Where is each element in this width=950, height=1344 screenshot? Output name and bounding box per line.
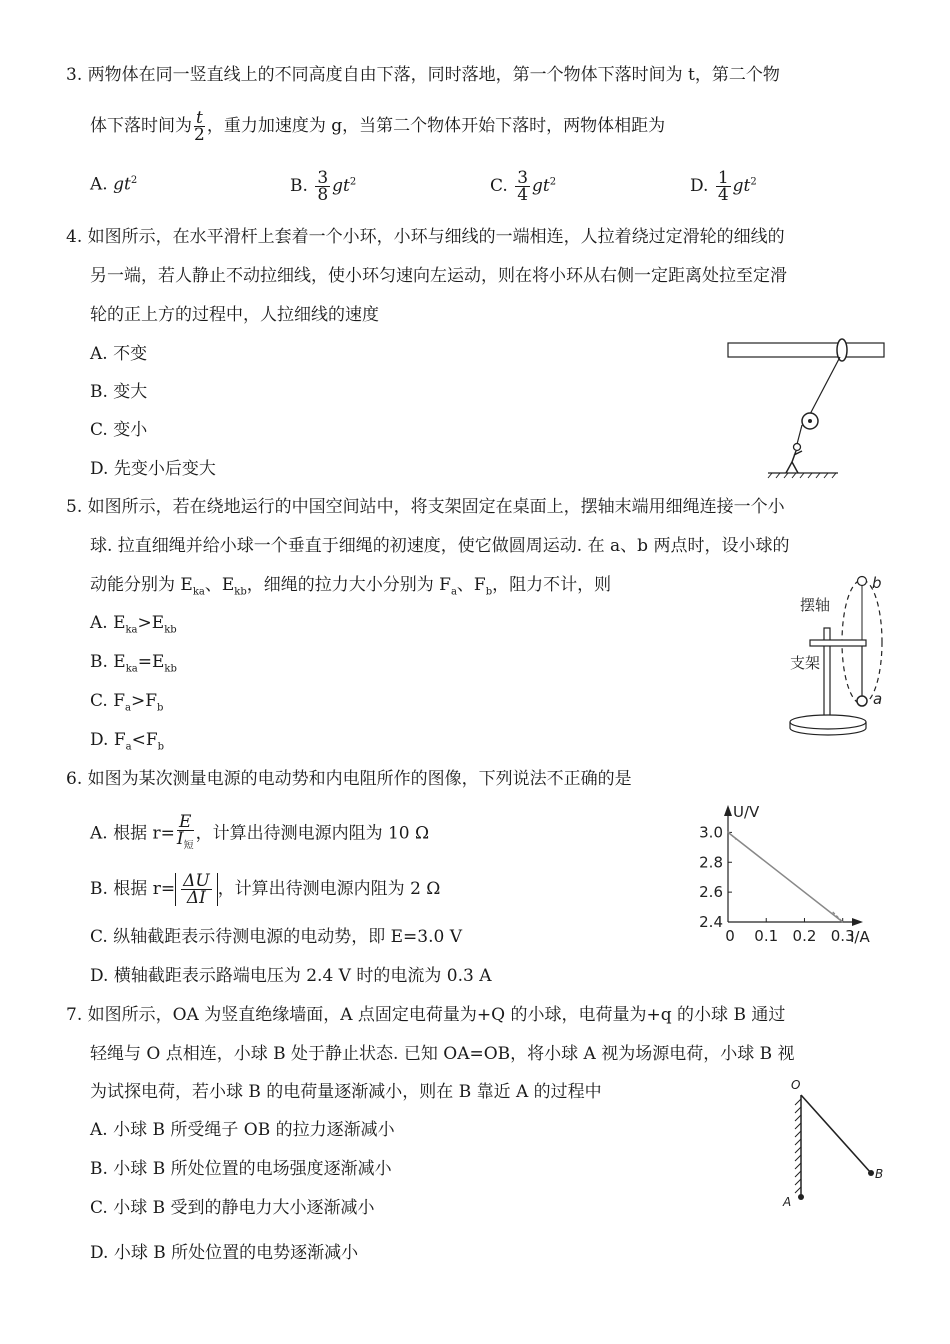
q3-option-d-sq: 2 [750, 176, 757, 188]
q4-pulley-axle [808, 419, 812, 423]
q3-stem-line2-post: ，重力加速度为 g，当第二个物体开始下落时，两物体相距为 [206, 116, 666, 136]
q3-option-a[interactable] [90, 170, 137, 196]
q5-a-sub1: ka [125, 624, 138, 636]
q3-option-c-expr: gt [532, 176, 550, 196]
q6-ui-line [728, 832, 843, 922]
q4-option-d[interactable]: D. 先变小后变大 [90, 459, 216, 479]
q4-string-ring [808, 357, 840, 418]
q7-option-d[interactable]: D. 小球 B 所处位置的电势逐渐减小 [90, 1243, 359, 1263]
q3-option-c[interactable] [490, 170, 556, 203]
q6-x-tick-label: 0 [725, 927, 735, 945]
q5-stem-line1: 5. 如图所示，若在绕地运行的中国空间站中，将支架固定在桌面上，摆轴末端用细绳连接一个小 [66, 497, 785, 517]
q7-ball-a [798, 1194, 804, 1200]
q6-y-arrow [724, 805, 732, 816]
q5-option-a[interactable] [90, 612, 177, 641]
q5-stem-line3 [90, 574, 611, 603]
q5-l3-b: 、E [204, 575, 235, 595]
q3-option-d-den: 4 [717, 185, 729, 205]
q7-fig-label-b: B [875, 1167, 884, 1181]
q6-x-tick-label: 0.2 [792, 927, 817, 945]
q4-stem-line3: 轮的正上方的过程中，人拉细线的速度 [90, 305, 379, 325]
q5-a-sub2: kb [164, 624, 177, 636]
q6-b-num: ΔU [183, 871, 210, 891]
q6-option-a[interactable] [90, 814, 429, 854]
q3-option-b-num: 3 [317, 168, 329, 188]
q5-c-sub1: a [125, 702, 131, 714]
q3-frac-den: 2 [194, 125, 205, 145]
q7-wall-figure [775, 1075, 895, 1220]
q5-fig-label-a: a [873, 690, 883, 708]
q7-rope-ob [801, 1095, 871, 1173]
q5-l3-sub-b: b [485, 586, 493, 598]
q3-option-c-label: C. [490, 176, 514, 196]
q3-option-d-num: 1 [717, 168, 729, 188]
q6-ui-chart [690, 800, 890, 953]
q5-l3-a: 动能分别为 E [90, 575, 193, 595]
q3-option-d-fraction [716, 170, 731, 203]
q6-x-tick-label: 0.1 [754, 927, 779, 945]
q5-l3-sub-ka: ka [192, 586, 205, 598]
q4-person-head [794, 444, 801, 451]
q5-l3-e: ，阻力不计，则 [492, 575, 612, 595]
q5-option-b[interactable] [90, 651, 177, 680]
q3-time-fraction [194, 110, 205, 143]
q5-l3-sub-kb: kb [234, 586, 247, 598]
q6-y-tick-label: 2.4 [699, 913, 723, 931]
q6-a-pre: A. 根据 r= [90, 823, 175, 844]
q5-fig-label-axis: 摆轴 [800, 596, 831, 614]
q6-option-b[interactable] [90, 873, 440, 906]
q7-option-b[interactable]: B. 小球 B 所处位置的电场强度逐渐减小 [90, 1159, 392, 1179]
q4-slide-rod [728, 343, 884, 357]
q3-option-b-expr: gt [332, 176, 350, 196]
q7-option-a[interactable]: A. 小球 B 所受绳子 OB 的拉力逐渐减小 [90, 1120, 395, 1140]
q3-option-c-num: 3 [517, 168, 529, 188]
q3-stem-line1: 3. 两物体在同一竖直线上的不同高度自由下落，同时落地，第一个物体下落时间为 t，第二个物 [66, 65, 780, 85]
q6-a-fraction [177, 814, 194, 854]
q6-option-d[interactable]: D. 横轴截距表示路端电压为 2.4 V 时的电流为 0.3 A [90, 966, 492, 986]
q5-ball-a [857, 696, 867, 706]
q3-option-b-den: 8 [317, 185, 329, 205]
q3-option-a-sq: 2 [130, 175, 138, 186]
q4-option-a[interactable]: A. 不变 [90, 344, 148, 364]
q3-option-b[interactable] [290, 170, 356, 203]
q7-fig-label-o: O [791, 1078, 801, 1092]
q3-option-a-label: A. [90, 174, 114, 195]
q3-option-c-den: 4 [517, 185, 529, 205]
q6-option-c[interactable]: C. 纵轴截距表示待测电源的电动势，即 E=3.0 V [90, 927, 462, 947]
q5-pivot-arm [810, 640, 866, 646]
q6-b-post: ，计算出待测电源内阻为 2 Ω [217, 879, 441, 899]
q6-x-tick-label: 0.3 [830, 927, 855, 945]
q5-d-sub2: b [157, 741, 165, 753]
q4-option-c[interactable]: C. 变小 [90, 420, 148, 440]
q6-y-axis-label: U/V [733, 803, 760, 821]
q5-d-pre: D. F [90, 730, 126, 750]
q3-option-d-label: D. [690, 176, 714, 196]
q6-y-tick-label: 2.8 [699, 853, 723, 872]
q5-base [790, 715, 866, 729]
q3-option-c-sq: 2 [549, 176, 557, 188]
q5-c-pre: C. F [90, 691, 126, 711]
q6-a-post: ，计算出待测电源内阻为 10 Ω [195, 823, 430, 844]
q6-b-fraction [181, 873, 212, 906]
q5-fig-label-stand: 支架 [790, 654, 821, 672]
q5-b-sub1: ka [125, 663, 138, 675]
q3-option-c-fraction [515, 170, 530, 203]
q5-a-mid: >E [137, 613, 165, 633]
q3-stem-line2-pre: 体下落时间为 [90, 116, 192, 136]
q4-ground-hatch [768, 473, 836, 478]
q5-c-mid: >F [130, 691, 158, 711]
q6-a-den-sub: 短 [183, 840, 194, 852]
q5-b-pre: B. E [90, 652, 126, 672]
q6-a-num: E [177, 814, 194, 831]
q5-l3-sub-a: a [450, 586, 457, 598]
q7-option-c[interactable]: C. 小球 B 受到的静电力大小逐渐减小 [90, 1198, 375, 1218]
q6-a-den-wrap [177, 831, 194, 854]
q5-b-sub2: kb [164, 663, 177, 675]
q6-y-tick-label: 3.0 [699, 823, 723, 842]
q4-person-body [786, 451, 802, 473]
q4-pulley-figure [720, 335, 890, 485]
q5-option-c[interactable] [90, 690, 163, 719]
q6-b-abs [175, 873, 218, 906]
q7-ball-b [868, 1170, 874, 1176]
q3-stem-line2 [90, 110, 665, 143]
q3-option-b-fraction [315, 170, 330, 203]
q5-c-sub2: b [157, 702, 164, 714]
q3-option-d[interactable] [690, 170, 757, 203]
q5-l3-c: ，细绳的拉力大小分别为 F [246, 575, 451, 595]
q3-option-b-label: B. [290, 176, 314, 196]
q5-pendulum-figure [780, 570, 895, 755]
q6-a-den: I [176, 829, 184, 849]
q5-fig-label-b: b [872, 574, 882, 592]
q3-option-a-expr: gt [113, 174, 131, 195]
q6-b-pre: B. 根据 r= [90, 879, 176, 899]
q5-l3-d: 、F [456, 575, 486, 595]
q6-x-arrow [852, 918, 863, 926]
q4-option-b[interactable]: B. 变大 [90, 382, 148, 402]
q7-wall-hatch [795, 1099, 801, 1193]
q5-stem-line2: 球. 拉直细绳并给小球一个垂直于细绳的初速度，使它做圆周运动. 在 a、b 两点时，设小球的 [90, 536, 790, 556]
q4-stem-line1: 4. 如图所示，在水平滑杆上套着一个小环，小环与细线的一端相连，人拉着绕过定滑轮的细线的 [66, 227, 785, 247]
q5-ball-b [858, 577, 867, 586]
q6-b-den: ΔI [186, 888, 206, 908]
q5-a-pre: A. E [90, 613, 126, 633]
q5-option-d[interactable] [90, 729, 164, 758]
q6-y-tick-label: 2.6 [699, 883, 723, 902]
q4-stem-line2: 另一端，若人静止不动拉细线，使小环匀速向左运动，则在将小环从右侧一定距离处拉至定滑 [90, 266, 787, 286]
q5-d-sub1: a [125, 741, 132, 753]
q3-option-b-sq: 2 [349, 176, 357, 188]
q7-stem-line1: 7. 如图所示，OA 为竖直绝缘墙面，A 点固定电荷量为+Q 的小球，电荷量为+q 的小球 B 通过 [66, 1005, 786, 1025]
q5-b-mid: =E [137, 652, 165, 672]
q3-frac-num: t [196, 108, 203, 128]
q6-x-axis-label: I/A [850, 928, 870, 946]
q5-d-mid: <F [131, 730, 158, 750]
q3-option-d-expr: gt [732, 176, 751, 196]
q7-stem-line2: 轻绳与 O 点相连，小球 B 处于静止状态. 已知 OA=OB，将小球 A 视为场源电荷，小球 B 视 [90, 1044, 795, 1064]
q7-stem-line3: 为试探电荷，若小球 B 的电荷量逐渐减小，则在 B 靠近 A 的过程中 [90, 1082, 602, 1102]
q6-stem: 6. 如图为某次测量电源的电动势和内电阻所作的图像，下列说法不正确的是 [66, 769, 632, 789]
q7-fig-label-a: A [783, 1195, 792, 1209]
q4-ring [837, 339, 847, 361]
